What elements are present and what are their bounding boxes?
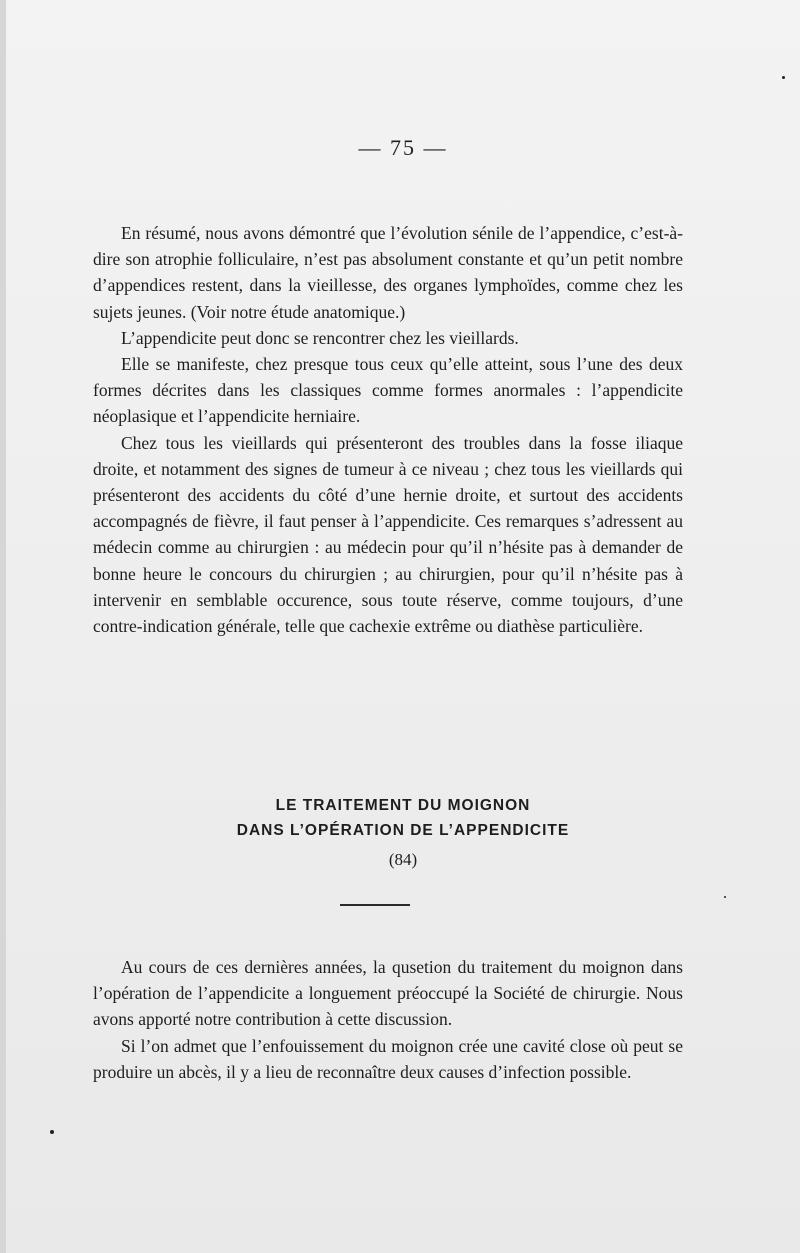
paragraph-forms: Elle se manifeste, chez presque tous ceux qu’elle atteint, sous l’une des deux formes décrites dans les classiques comme formes anormales : l’appendicite néoplasique et l’appendicite herniaire. <box>93 354 683 427</box>
paragraph-infection: Si l’on admet que l’enfouissement du moignon crée une cavité close où peut se produire un abcès, il y a lieu de reconnaître deux causes d’infection possible. <box>93 1035 683 1082</box>
book-page <box>6 0 800 1253</box>
print-speck <box>50 1130 54 1134</box>
paragraph-summary: En résumé, nous avons démontré que l’évolution sénile de l’appendice, c’est-à-dire son atrophie folliculaire, n’est pas absolument constante et qu’un petit nombre d’appendices restent, dans la vieillesse, des organes lymphoïdes, comme chez les sujets jeunes. (Voir notre étude anatomique.) <box>93 223 683 322</box>
section-heading-line-1: LE TRAITEMENT DU MOIGNON <box>275 797 531 814</box>
section-text <box>93 954 683 1085</box>
page-number: — 75 — <box>358 135 448 160</box>
section-heading-line-2: DANS L’OPÉRATION DE L’APPENDICITE <box>236 822 570 839</box>
print-speck <box>724 896 726 898</box>
conclusion-text <box>93 220 683 639</box>
paragraph-discussion: Au cours de ces dernières années, la qusetion du traitement du moignon dans l’opération de l’appendicite a longuement préoccupé la Société de chirurgie. Nous avons apporté notre contribution à cette discussion. <box>93 957 683 1030</box>
paragraph-elderly: L’appendicite peut donc se rencontrer chez les vieillards. <box>121 327 519 348</box>
section-divider <box>340 904 410 906</box>
paragraph-recommendations: Chez tous les vieillards qui présenteront des troubles dans la fosse iliaque droite, et notamment des signes de tumeur à ce niveau ; chez tous les vieillards qui présenteront des accidents du côté d’une hernie droite, et surtout des accidents accompagnés de fièvre, il faut penser à l’appendicite. Ces remarques s’adressent au médecin comme au chirurgien : au médecin pour qu’il n’hésite pas à demander de bonne heure le concours du chirurgien ; au chirurgien, pour qu’il n’hésite pas à intervenir en semblable occurence, sous toute réserve, comme toujours, d’une contre-indication générale, telle que cachexie extrême ou diathèse particulière. <box>93 432 683 637</box>
print-speck <box>782 76 785 79</box>
section-reference: (84) <box>388 850 418 869</box>
